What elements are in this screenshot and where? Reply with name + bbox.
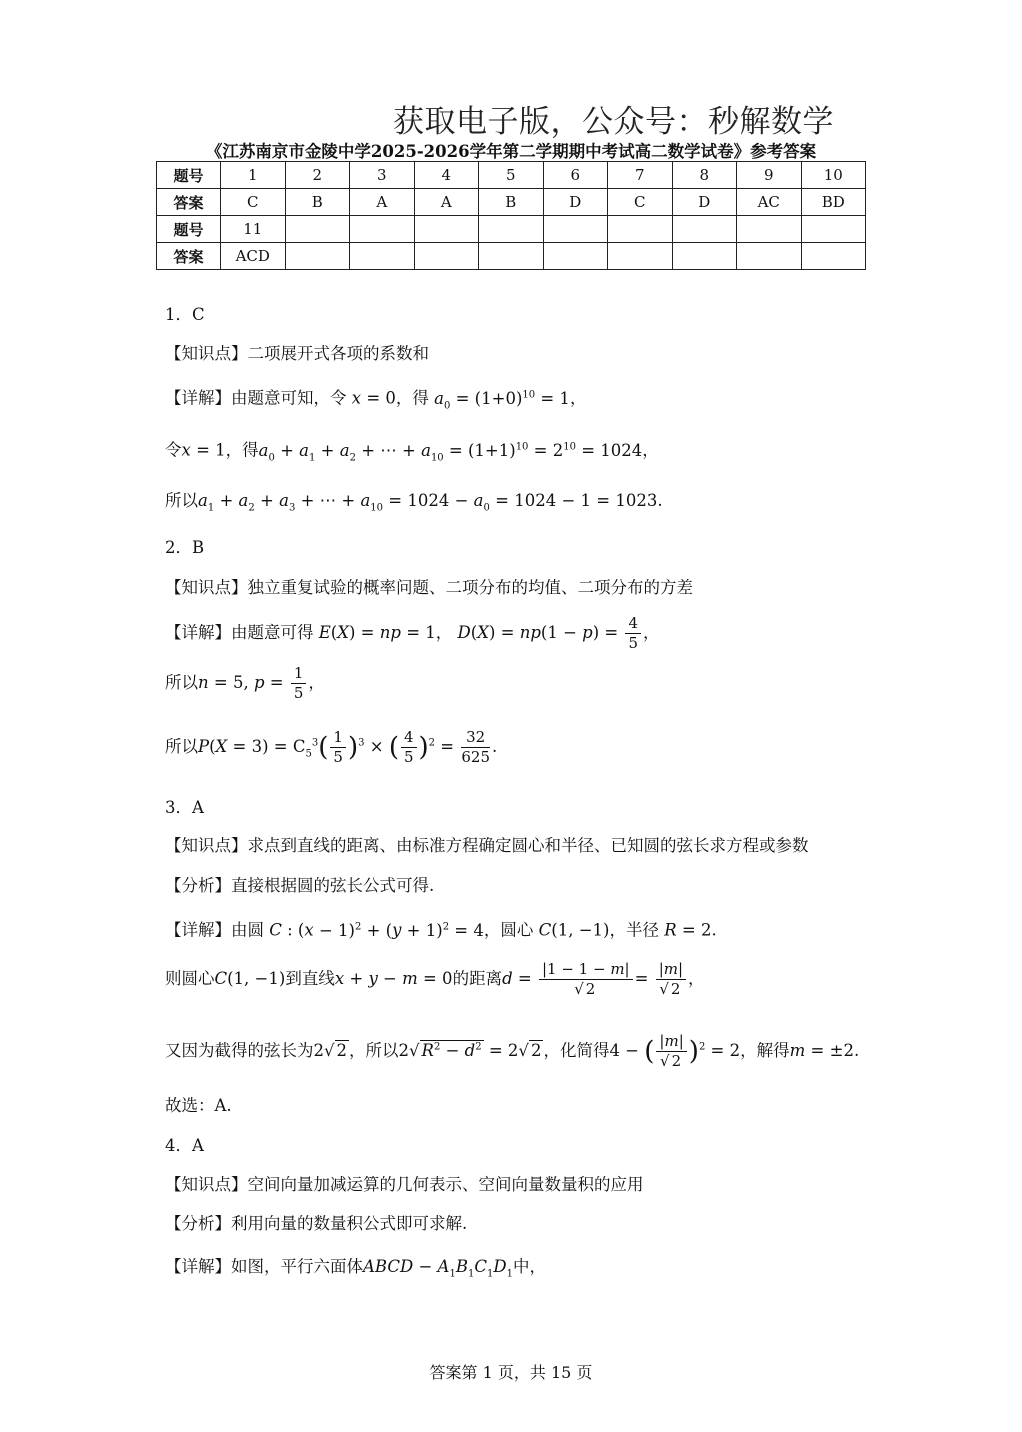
- table-row: [157, 189, 866, 216]
- table-cell: A: [414, 189, 479, 216]
- row-header: 题号: [157, 216, 221, 243]
- table-cell: C: [221, 189, 286, 216]
- q3-formula-1: C : $(x - 1)^2 + (y + 1)^2 = 4$: [269, 920, 484, 940]
- q3-formula-5: x + y − m = 0: [334, 969, 453, 988]
- q3-analysis: 【分析】直接根据圆的弦长公式可得.: [165, 876, 435, 895]
- q2-formula-2: D(X) = np(1 − p) = $\frac{4}{5}$: [458, 623, 644, 642]
- line-text: 令: [165, 440, 182, 460]
- table-cell: [414, 243, 479, 270]
- q3-detail-line-1: 【详解】由圆 C : $(x - 1)^2 + (y + 1)^2 = 4$，圆心 C(1, −1)，半径 R = 2.: [165, 920, 717, 940]
- table-cell: [350, 243, 415, 270]
- q1-knowledge-point: 【知识点】二项展开式各项的系数和: [165, 344, 429, 363]
- table-cell: D: [543, 189, 608, 216]
- q1-formula-2: $a_0 = (1+0)^{10} = 1$: [434, 388, 570, 411]
- table-cell: [479, 243, 544, 270]
- q4-knowledge-point: 【知识点】空间向量加减运算的几何表示、空间向量数量积的应用: [165, 1175, 644, 1194]
- table-cell: ACD: [221, 243, 286, 270]
- table-cell: C: [608, 189, 673, 216]
- table-row: [157, 243, 866, 270]
- q2-formula-1: E(X) = np = 1: [318, 623, 436, 642]
- table-cell: 6: [543, 162, 608, 189]
- line-text: 所以: [165, 673, 198, 692]
- table-cell: B: [285, 189, 350, 216]
- q1-detail-line-3: 所以$a_1 + a_2 + a_3$ + ⋯ + $a_{10} = 1024 - a_0 = 1024 - 1 = 1023$.: [165, 491, 663, 514]
- q1-detail-line-1: 【详解】由题意可知，令 x = 0，得 $a_0 = (1+0)^{10} = 1$，: [165, 388, 587, 411]
- document-title: 《江苏南京市金陵中学2025-2026学年第二学期期中考试高二数学试卷》参考答案: [205, 142, 817, 161]
- q3-heading: 3．A: [165, 798, 204, 817]
- detail-label: 【详解】: [165, 1257, 231, 1276]
- q4-formula-1: ABCD − $A_1B_1C_1D_1$: [363, 1257, 513, 1280]
- q1-heading: 1．C: [165, 305, 205, 324]
- q1-formula-5: $a_1 + a_2 + a_3$ + ⋯ + $a_{10} = 1024 - a_0 = 1024 - 1 = 1023$: [198, 491, 658, 514]
- q4-heading: 4．A: [165, 1136, 204, 1155]
- table-cell: B: [479, 189, 544, 216]
- q3-formula-2: C(1, −1): [538, 920, 610, 940]
- table-cell: 8: [672, 162, 737, 189]
- detail-label: 【详解】: [165, 388, 231, 408]
- q4-detail-line-1: 【详解】如图，平行六面体ABCD − $A_1B_1C_1D_1$中，: [165, 1257, 546, 1280]
- q2-formula-3: n = 5, p = $\frac{1}{5}$: [198, 673, 308, 692]
- table-cell: BD: [801, 189, 866, 216]
- line-text: 所以: [165, 737, 198, 756]
- q3-formula-9: 4 − ( $\frac{|m|}{√ 2}$ )$^2$ = 2: [609, 1032, 741, 1070]
- q2-detail-line-2: 所以n = 5, p = $\frac{1}{5}$ ，: [165, 664, 325, 702]
- q1-formula-4: $a_0 + a_1 + a_2$ + ⋯ + $a_{10} = (1+1)^{10} = 2^{10} = 1024$: [258, 440, 643, 463]
- table-cell: [737, 243, 802, 270]
- detail-label: 【详解】: [165, 623, 231, 642]
- q2-detail-line-3: 所以$P(X = 3) = C_5^3$( $\frac{1}{5}$ )$^3$ × ( $\frac{4}{5}$ )$^2$ = $\frac{32}{625}$ .: [165, 728, 498, 766]
- q4-analysis: 【分析】利用向量的数量积公式即可求解.: [165, 1214, 468, 1233]
- table-cell: 11: [221, 216, 286, 243]
- table-cell: [608, 216, 673, 243]
- q1-formula-1: x = 0: [351, 388, 396, 408]
- table-cell: 2: [285, 162, 350, 189]
- detail-label: 【详解】: [165, 920, 231, 940]
- line-text: 所以: [165, 491, 198, 510]
- table-cell: 10: [801, 162, 866, 189]
- q3-formula-6: d = $\frac{|1 - 1 - m|}{√ 2}$ = $\frac{|m|}{√ 2}$: [502, 969, 688, 988]
- q2-detail-line-1: 【详解】由题意可得 E(X) = np = 1， D(X) = np(1 − p) = $\frac{4}{5}$ ，: [165, 614, 660, 652]
- table-cell: 5: [479, 162, 544, 189]
- table-cell: 3: [350, 162, 415, 189]
- q3-detail-line-3: 又因为截得的弦长为2√ 2 ，所以2√ $R^2 - d^2 = 2√$ 2 ，化简得4 − ( $\frac{|m|}{√ 2}$ )$^2$ = 2，解得m = ±2.: [165, 1032, 860, 1070]
- table-cell: 1: [221, 162, 286, 189]
- q1-detail-line-2: 令x = 1，得$a_0 + a_1 + a_2$ + ⋯ + $a_{10} = (1+1)^{10} = 2^{10} = 1024$，: [165, 440, 659, 463]
- table-cell: [543, 243, 608, 270]
- row-header: 题号: [157, 162, 221, 189]
- table-cell: D: [672, 189, 737, 216]
- table-cell: A: [350, 189, 415, 216]
- table-cell: [608, 243, 673, 270]
- table-cell: 4: [414, 162, 479, 189]
- q3-detail-line-2: 则圆心C(1, −1)到直线x + y − m = 0的距离d = $\frac{|1 - 1 - m|}{√ 2}$ = $\frac{|m|}{√ 2}$ ，: [165, 960, 705, 998]
- table-cell: [414, 216, 479, 243]
- line-text: 则圆心: [165, 969, 215, 988]
- page-footer: 答案第 1 页，共 15 页: [429, 1363, 593, 1382]
- table-cell: [737, 216, 802, 243]
- q3-knowledge-point: 【知识点】求点到直线的距离、由标准方程确定圆心和半径、已知圆的弦长求方程或参数: [165, 836, 809, 855]
- row-header: 答案: [157, 243, 221, 270]
- q3-formula-4: C(1, −1): [214, 969, 286, 988]
- table-cell: [479, 216, 544, 243]
- table-cell: 7: [608, 162, 673, 189]
- detail-text: 由题意可知，令: [231, 388, 347, 408]
- detail-text: 由题意可得: [231, 623, 314, 642]
- table-cell: AC: [737, 189, 802, 216]
- table-row: [157, 162, 866, 189]
- table-cell: [350, 216, 415, 243]
- q3-choose: 故选：A.: [165, 1096, 232, 1115]
- table-cell: [285, 243, 350, 270]
- table-row: [157, 216, 866, 243]
- q3-formula-10: m = ±2: [789, 1041, 854, 1060]
- q2-knowledge-point: 【知识点】独立重复试验的概率问题、二项分布的均值、二项分布的方差: [165, 578, 693, 597]
- table-cell: [672, 243, 737, 270]
- q3-formula-8: 2√ $R^2 - d^2 = 2√$ 2: [398, 1041, 542, 1060]
- detail-text: 由圆: [231, 920, 264, 940]
- table-cell: [543, 216, 608, 243]
- table-cell: [672, 216, 737, 243]
- q3-formula-7: 2√ 2: [313, 1041, 348, 1060]
- table-cell: [285, 216, 350, 243]
- detail-text: 如图，平行六面体: [231, 1257, 363, 1276]
- line-text: 又因为截得的弦长为: [165, 1041, 314, 1060]
- q3-formula-3: R = 2: [664, 920, 712, 940]
- q1-formula-3: x = 1: [181, 440, 226, 460]
- row-header: 答案: [157, 189, 221, 216]
- table-cell: [801, 216, 866, 243]
- watermark-text: 获取电子版，公众号：秒解数学: [393, 104, 834, 140]
- q2-formula-4: $P(X = 3) = C_5^3$( $\frac{1}{5}$ )$^3$ × ( $\frac{4}{5}$ )$^2$ = $\frac{32}{625}$: [198, 728, 491, 766]
- answer-table: [156, 161, 866, 270]
- table-cell: [801, 243, 866, 270]
- q2-heading: 2．B: [165, 538, 205, 557]
- table-cell: 9: [737, 162, 802, 189]
